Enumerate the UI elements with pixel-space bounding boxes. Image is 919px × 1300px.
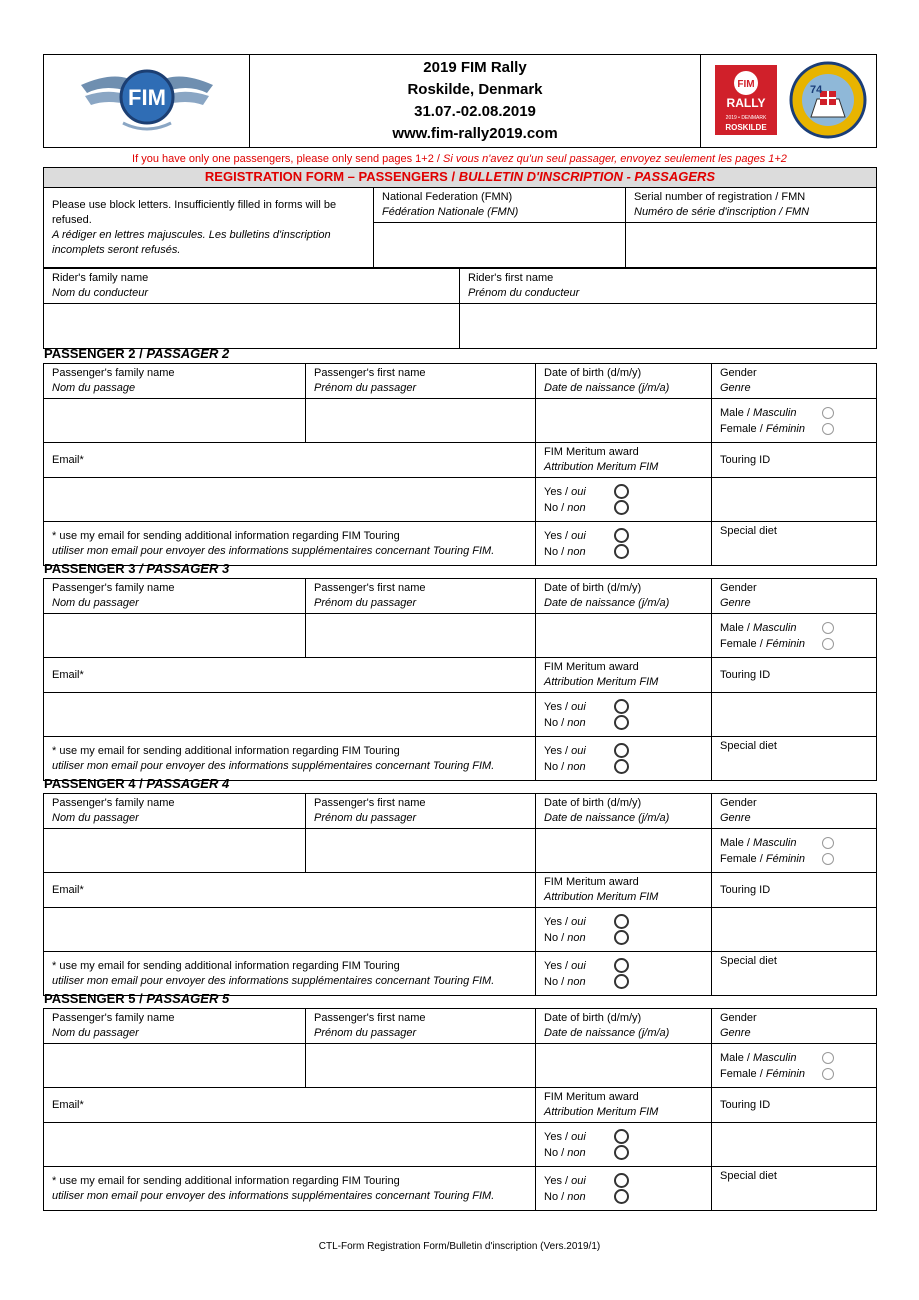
female-label-en: Female /	[720, 1067, 763, 1080]
email-consent	[44, 737, 536, 781]
serial-label-en: Serial number of registration / FMN	[634, 191, 806, 203]
meritum-label-en: FIM Meritum award	[544, 876, 639, 888]
consent-options	[536, 737, 712, 781]
consent-no-option[interactable]	[544, 974, 703, 990]
rider-first-field[interactable]	[460, 304, 877, 349]
event-title	[250, 55, 701, 148]
email-consent	[44, 952, 536, 996]
consent-yes-radio[interactable]	[614, 1173, 629, 1188]
first-name-label-fr: Prénom du passager	[314, 382, 417, 394]
meritum-label	[536, 873, 712, 908]
gender-options	[712, 829, 877, 873]
pages-note	[43, 152, 876, 166]
yes-label-fr: oui	[571, 915, 586, 928]
female-radio[interactable]	[822, 1068, 834, 1080]
gender-female-option[interactable]	[720, 851, 868, 867]
event-location: Roskilde, Denmark	[407, 81, 543, 98]
passenger-heading-en: PASSENGER 4 /	[44, 776, 143, 791]
rider-table	[43, 268, 877, 349]
male-radio[interactable]	[822, 622, 834, 634]
gender-label-fr: Genre	[720, 812, 751, 824]
passenger-heading-fr: / PASSAGER 3	[139, 561, 230, 576]
consent-no-option[interactable]	[544, 544, 703, 560]
passenger-table	[43, 1008, 877, 1211]
block-letters-en: Please use block letters. Insufficiently filled in forms will be refused.	[52, 198, 337, 226]
email-label: Email*	[44, 658, 536, 693]
gender-label	[712, 579, 877, 614]
special-diet-label: Special diet	[720, 740, 777, 752]
serial-field[interactable]	[626, 223, 877, 268]
meritum-no-option[interactable]	[544, 930, 703, 946]
email-consent-en: * use my email for sending additional information regarding FIM Touring	[52, 744, 400, 757]
first-name-label-fr: Prénom du passager	[314, 1027, 417, 1039]
dob-label-fr: Date de naissance (j/m/a)	[544, 1027, 670, 1039]
touring-id-label: Touring ID	[712, 1088, 877, 1123]
header-table	[43, 54, 877, 148]
touring-id-field[interactable]	[712, 693, 877, 737]
gender-female-option[interactable]	[720, 1066, 868, 1082]
block-letters-note	[44, 188, 374, 268]
meritum-yes-radio[interactable]	[614, 914, 629, 929]
passenger-heading-en: PASSENGER 3	[44, 561, 136, 576]
passenger-heading-en: PASSENGER 5 /	[44, 991, 143, 1006]
family-name-label-en: Passenger's family name	[52, 582, 175, 594]
gender-label-en: Gender	[720, 582, 757, 594]
passenger-table	[43, 793, 877, 996]
fmn-label	[374, 188, 626, 223]
email-label: Email*	[44, 873, 536, 908]
email-consent	[44, 1167, 536, 1211]
email-field[interactable]	[44, 908, 536, 952]
meritum-label-fr: Attribution Meritum FIM	[544, 676, 659, 688]
gender-male-option[interactable]	[720, 1050, 868, 1066]
meritum-no-radio[interactable]	[614, 715, 629, 730]
family-name-field[interactable]	[44, 614, 306, 658]
meritum-no-option[interactable]	[544, 500, 703, 516]
email-label: Email*	[44, 1088, 536, 1123]
special-diet-field[interactable]	[712, 737, 877, 781]
badge-number: 74	[810, 83, 823, 96]
family-name-label	[44, 579, 306, 614]
male-label-en: Male /	[720, 836, 750, 849]
form-title-en: REGISTRATION FORM – PASSENGERS /	[204, 169, 456, 184]
fim-logo-text: FIM	[127, 84, 166, 110]
first-name-field[interactable]	[306, 1044, 536, 1088]
first-name-label-en: Passenger's first name	[314, 797, 426, 809]
footer: CTL-Form Registration Form/Bulletin d'inscription (Vers.2019/1)	[318, 1241, 601, 1252]
dob-field[interactable]	[536, 1044, 712, 1088]
dob-label-en: Date of birth (d/m/y)	[544, 582, 642, 594]
special-diet-field[interactable]	[712, 522, 877, 566]
first-name-label	[306, 1009, 536, 1044]
female-radio[interactable]	[822, 423, 834, 435]
email-consent-en: * use my email for sending additional information regarding FIM Touring	[52, 529, 400, 542]
yes-label-en: Yes /	[544, 529, 569, 542]
no-label-en: No /	[544, 975, 565, 988]
gender-male-option[interactable]	[720, 620, 868, 636]
no-label-fr: non	[567, 1190, 586, 1203]
consent-yes-radio[interactable]	[614, 528, 629, 543]
dob-label-fr: Date de naissance (j/m/a)	[544, 812, 670, 824]
no-label-en: No /	[544, 1146, 565, 1159]
meritum-label-fr: Attribution Meritum FIM	[544, 891, 659, 903]
family-name-label-en: Passenger's family name	[52, 1012, 175, 1024]
no-label-fr: non	[567, 760, 586, 773]
email-field[interactable]	[44, 1123, 536, 1167]
meritum-no-option[interactable]	[544, 1145, 703, 1161]
yes-label-en: Yes /	[544, 1174, 569, 1187]
touring-id-field[interactable]	[712, 1123, 877, 1167]
consent-no-radio[interactable]	[614, 759, 629, 774]
meritum-yes-option[interactable]	[544, 1129, 703, 1145]
rally-logos-cell	[701, 55, 877, 148]
family-name-field[interactable]	[44, 399, 306, 443]
female-label-en: Female /	[720, 422, 763, 435]
male-label-fr: Masculin	[753, 1051, 797, 1064]
meritum-label	[536, 1088, 712, 1123]
fmn-label-en: National Federation (FMN)	[382, 191, 513, 203]
email-label: Email*	[44, 443, 536, 478]
male-radio[interactable]	[822, 837, 834, 849]
gender-label-en: Gender	[720, 797, 757, 809]
no-label-en: No /	[544, 760, 565, 773]
male-label-fr: Masculin	[753, 836, 797, 849]
dob-label-en: Date of birth (d/m/y)	[544, 1012, 642, 1024]
no-label-fr: non	[567, 545, 586, 558]
consent-no-radio[interactable]	[614, 544, 629, 559]
dob-label-en: Date of birth (d/m/y)	[544, 367, 642, 379]
consent-no-option[interactable]	[544, 1189, 703, 1205]
gender-label-fr: Genre	[720, 597, 751, 609]
family-name-field[interactable]	[44, 829, 306, 873]
female-label-fr: Féminin	[765, 637, 805, 650]
yes-label-fr: oui	[571, 959, 586, 972]
gender-label-fr: Genre	[720, 382, 751, 394]
yes-label-en: Yes /	[544, 959, 569, 972]
dob-field[interactable]	[536, 399, 712, 443]
touring-id-field[interactable]	[712, 908, 877, 952]
meritum-no-radio[interactable]	[614, 930, 629, 945]
yes-label-en: Yes /	[544, 744, 569, 757]
dob-label	[536, 1009, 712, 1044]
gender-male-option[interactable]	[720, 835, 868, 851]
first-name-field[interactable]	[306, 614, 536, 658]
meritum-yes-option[interactable]	[544, 484, 703, 500]
no-label-en: No /	[544, 501, 565, 514]
pages-note-en: If you have only one passengers, please only send pages 1+2 /	[132, 153, 440, 165]
consent-options	[536, 952, 712, 996]
passenger-heading-fr: PASSAGER 2	[146, 346, 230, 361]
gender-label	[712, 364, 877, 399]
no-label-fr: non	[567, 975, 586, 988]
yes-label-fr: oui	[571, 1130, 586, 1143]
consent-yes-option[interactable]	[544, 743, 703, 759]
no-label-fr: non	[567, 1146, 586, 1159]
female-label-fr: Féminin	[765, 422, 805, 435]
passenger-heading-en: PASSENGER 2 /	[44, 346, 143, 361]
no-label-en: No /	[544, 545, 565, 558]
gender-options	[712, 614, 877, 658]
intro-table	[43, 167, 877, 268]
first-name-field[interactable]	[306, 399, 536, 443]
yes-label-fr: oui	[571, 744, 586, 757]
email-field[interactable]	[44, 478, 536, 522]
gender-label-en: Gender	[720, 367, 757, 379]
male-label-fr: Masculin	[753, 406, 797, 419]
female-radio[interactable]	[822, 853, 834, 865]
consent-yes-radio[interactable]	[614, 743, 629, 758]
dob-label	[536, 364, 712, 399]
yes-label-en: Yes /	[544, 915, 569, 928]
rider-first-en: Rider's first name	[468, 272, 554, 284]
consent-options	[536, 1167, 712, 1211]
fim-logo	[77, 63, 217, 135]
event-website: www.fim-rally2019.com	[392, 125, 558, 142]
meritum-label-en: FIM Meritum award	[544, 1091, 639, 1103]
meritum-label-fr: Attribution Meritum FIM	[544, 1106, 659, 1118]
family-name-label	[44, 794, 306, 829]
rider-family-en: Rider's family name	[52, 272, 149, 284]
dob-label	[536, 579, 712, 614]
gender-label-en: Gender	[720, 1012, 757, 1024]
yes-label-fr: oui	[571, 1174, 586, 1187]
female-label-en: Female /	[720, 852, 763, 865]
rally-logo-top: FIM	[737, 78, 755, 90]
consent-yes-option[interactable]	[544, 528, 703, 544]
serial-label-fr: Numéro de série d'inscription / FMN	[634, 206, 810, 218]
male-label-en: Male /	[720, 1051, 750, 1064]
no-label-en: No /	[544, 716, 565, 729]
dob-label	[536, 794, 712, 829]
dob-field[interactable]	[536, 614, 712, 658]
meritum-options	[536, 478, 712, 522]
event-name: 2019 FIM Rally	[423, 59, 527, 76]
block-letters-fr: A rédiger en lettres majuscules. Les bulletins d'inscription incomplets seront refusés.	[52, 228, 331, 256]
meritum-label	[536, 443, 712, 478]
fmn-label-fr: Fédération Nationale (FMN)	[382, 206, 519, 218]
first-name-field[interactable]	[306, 829, 536, 873]
rally-logo-middle: RALLY	[726, 95, 766, 110]
gender-female-option[interactable]	[720, 636, 868, 652]
first-name-label	[306, 364, 536, 399]
meritum-options	[536, 693, 712, 737]
consent-yes-option[interactable]	[544, 1173, 703, 1189]
rider-first-label	[460, 269, 877, 304]
email-field[interactable]	[44, 693, 536, 737]
rider-family-field[interactable]	[44, 304, 460, 349]
touring-id-label: Touring ID	[712, 658, 877, 693]
email-consent-fr: utiliser mon email pour envoyer des informations supplémentaires concernant Touring FIM.	[52, 759, 495, 772]
family-name-label-en: Passenger's family name	[52, 797, 175, 809]
gender-label	[712, 1009, 877, 1044]
female-label-fr: Féminin	[765, 1067, 805, 1080]
touring-id-label: Touring ID	[712, 873, 877, 908]
no-label-en: No /	[544, 931, 565, 944]
family-name-label	[44, 364, 306, 399]
meritum-yes-option[interactable]	[544, 699, 703, 715]
form-title-fr: BULLETIN D'INSCRIPTION - PASSAGERS	[458, 169, 716, 184]
meritum-yes-option[interactable]	[544, 914, 703, 930]
consent-yes-option[interactable]	[544, 958, 703, 974]
family-name-field[interactable]	[44, 1044, 306, 1088]
email-consent-fr: utiliser mon email pour envoyer des informations supplémentaires concernant Touring FIM.	[52, 544, 495, 557]
meritum-no-option[interactable]	[544, 715, 703, 731]
family-name-label-en: Passenger's family name	[52, 367, 175, 379]
email-consent-fr: utiliser mon email pour envoyer des informations supplémentaires concernant Touring FIM.	[52, 1189, 495, 1202]
event-dates: 31.07.-02.08.2019	[414, 103, 536, 120]
gender-options	[712, 1044, 877, 1088]
meritum-label-en: FIM Meritum award	[544, 661, 639, 673]
passenger-heading	[44, 346, 877, 361]
male-radio[interactable]	[822, 407, 834, 419]
consent-no-radio[interactable]	[614, 1189, 629, 1204]
consent-no-radio[interactable]	[614, 974, 629, 989]
family-name-label-fr: Nom du passager	[52, 597, 139, 609]
first-name-label-fr: Prénom du passager	[314, 597, 417, 609]
passenger-heading-fr: PASSAGER 5	[146, 991, 230, 1006]
gender-female-option[interactable]	[720, 421, 868, 437]
female-label-fr: Féminin	[765, 852, 805, 865]
male-radio[interactable]	[822, 1052, 834, 1064]
rally-logo-place: ROSKILDE	[725, 122, 767, 132]
family-name-label-fr: Nom du passage	[52, 382, 136, 394]
meritum-no-radio[interactable]	[614, 500, 629, 515]
email-consent-en: * use my email for sending additional information regarding FIM Touring	[52, 1174, 400, 1187]
rally-logo-year: 2019 • DENMARK	[725, 114, 767, 121]
special-diet-field[interactable]	[712, 1167, 877, 1211]
serial-label	[626, 188, 877, 223]
passenger-heading	[44, 561, 877, 576]
meritum-yes-radio[interactable]	[614, 699, 629, 714]
family-name-label-fr: Nom du passager	[52, 1027, 139, 1039]
passenger-table	[43, 363, 877, 566]
meritum-label	[536, 658, 712, 693]
first-name-label	[306, 794, 536, 829]
consent-options	[536, 522, 712, 566]
touring-id-label: Touring ID	[712, 443, 877, 478]
family-name-label	[44, 1009, 306, 1044]
yes-label-fr: oui	[571, 529, 586, 542]
first-name-label	[306, 579, 536, 614]
first-name-label-en: Passenger's first name	[314, 582, 426, 594]
meritum-yes-radio[interactable]	[614, 1129, 629, 1144]
fmn-field[interactable]	[374, 223, 626, 268]
yes-label-en: Yes /	[544, 485, 569, 498]
special-diet-field[interactable]	[712, 952, 877, 996]
family-name-label-fr: Nom du passager	[52, 812, 139, 824]
first-name-label-en: Passenger's first name	[314, 367, 426, 379]
no-label-fr: non	[567, 501, 586, 514]
dob-label-fr: Date de naissance (j/m/a)	[544, 597, 670, 609]
special-diet-label: Special diet	[720, 1170, 777, 1182]
passenger-heading	[44, 991, 877, 1006]
dob-field[interactable]	[536, 829, 712, 873]
yes-label-fr: oui	[571, 700, 586, 713]
passenger-heading	[44, 776, 877, 791]
female-label-en: Female /	[720, 637, 763, 650]
gender-options	[712, 399, 877, 443]
meritum-options	[536, 1123, 712, 1167]
passenger-heading-fr: PASSAGER 4	[146, 776, 230, 791]
first-name-label-en: Passenger's first name	[314, 1012, 426, 1024]
meritum-label-fr: Attribution Meritum FIM	[544, 461, 659, 473]
fim-logo-cell	[44, 55, 250, 148]
rider-family-label	[44, 269, 460, 304]
meritum-no-radio[interactable]	[614, 1145, 629, 1160]
no-label-fr: non	[567, 716, 586, 729]
dob-label-en: Date of birth (d/m/y)	[544, 797, 642, 809]
female-radio[interactable]	[822, 638, 834, 650]
email-consent-en: * use my email for sending additional information regarding FIM Touring	[52, 959, 400, 972]
dob-label-fr: Date de naissance (j/m/a)	[544, 382, 670, 394]
yes-label-fr: oui	[571, 485, 586, 498]
meritum-label-en: FIM Meritum award	[544, 446, 639, 458]
male-label-fr: Masculin	[753, 621, 797, 634]
rally-logos	[705, 59, 871, 139]
male-label-en: Male /	[720, 406, 750, 419]
gender-label-fr: Genre	[720, 1027, 751, 1039]
gender-label	[712, 794, 877, 829]
first-name-label-fr: Prénom du passager	[314, 812, 417, 824]
consent-yes-radio[interactable]	[614, 958, 629, 973]
meritum-options	[536, 908, 712, 952]
male-label-en: Male /	[720, 621, 750, 634]
email-consent-fr: utiliser mon email pour envoyer des informations supplémentaires concernant Touring FIM.	[52, 974, 495, 987]
rider-family-fr: Nom du conducteur	[52, 287, 148, 299]
consent-no-option[interactable]	[544, 759, 703, 775]
no-label-fr: non	[567, 931, 586, 944]
no-label-en: No /	[544, 1190, 565, 1203]
meritum-yes-radio[interactable]	[614, 484, 629, 499]
yes-label-en: Yes /	[544, 700, 569, 713]
form-title	[44, 168, 877, 188]
rider-first-fr: Prénom du conducteur	[468, 287, 580, 299]
touring-id-field[interactable]	[712, 478, 877, 522]
email-consent	[44, 522, 536, 566]
yes-label-en: Yes /	[544, 1130, 569, 1143]
passenger-table	[43, 578, 877, 781]
pages-note-fr: Si vous n'avez qu'un seul passager, envoyez seulement les pages 1+2	[443, 153, 787, 165]
special-diet-label: Special diet	[720, 955, 777, 967]
gender-male-option[interactable]	[720, 405, 868, 421]
special-diet-label: Special diet	[720, 525, 777, 537]
